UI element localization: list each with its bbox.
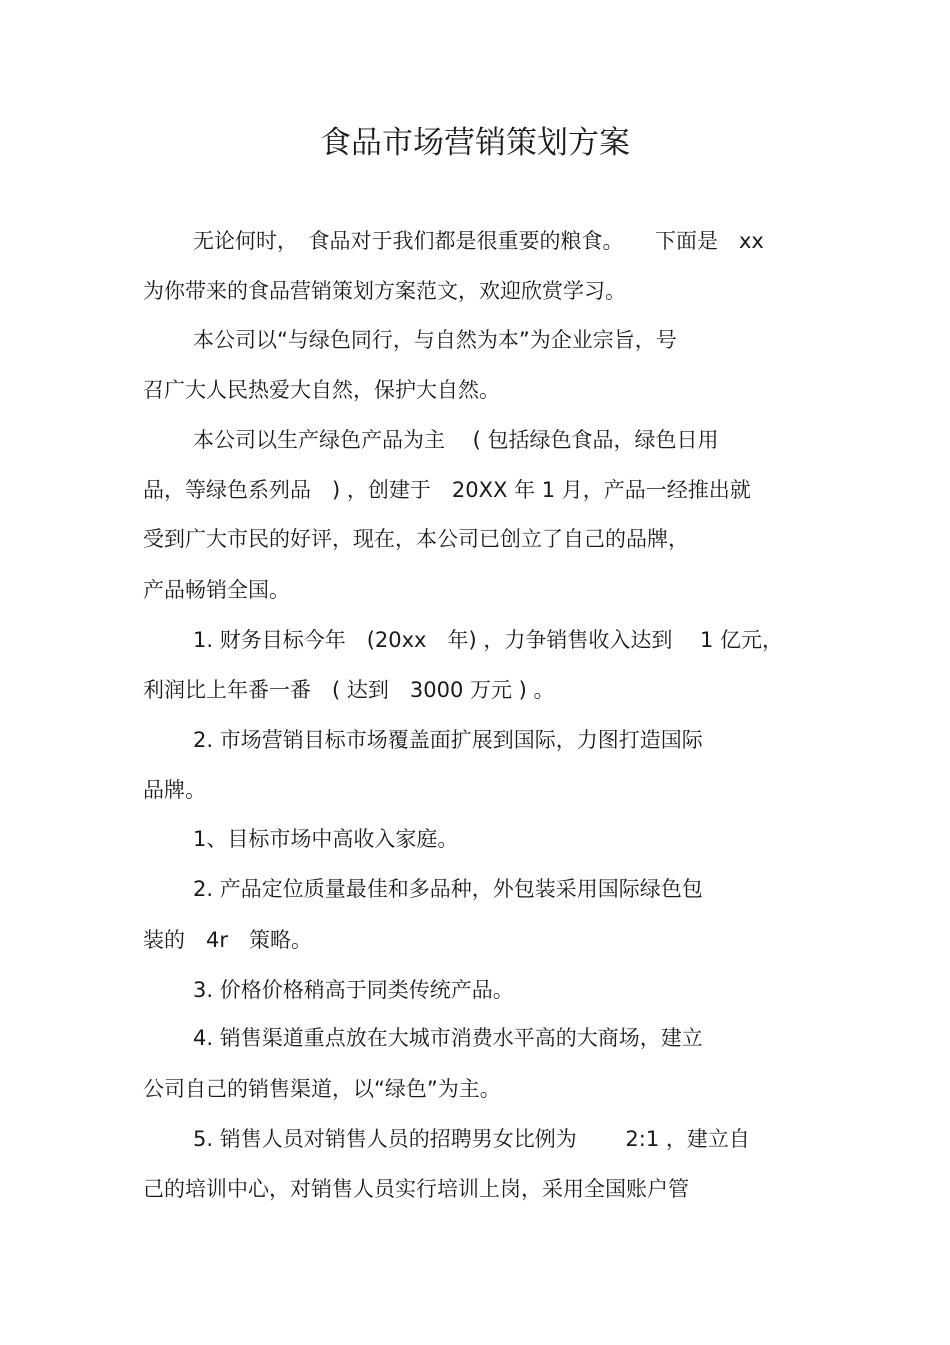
paragraph-line: 4. 销售渠道重点放在大城市消费水平高的大商场，建立 bbox=[193, 1026, 703, 1050]
paragraph-line: 装的 4r 策略。 bbox=[143, 928, 312, 952]
paragraph-line: 5. 销售人员对销售人员的招聘男女比例为 2:1 ，建立自 bbox=[193, 1127, 750, 1151]
paragraph-line: 本公司以“与绿色同行，与自然为本”为企业宗旨，号 bbox=[193, 328, 677, 352]
paragraph-line: 1、目标市场中高收入家庭。 bbox=[193, 827, 459, 851]
paragraph-line: 为你带来的食品营销策划方案范文，欢迎欣赏学习。 bbox=[143, 279, 626, 303]
paragraph-line: 2. 市场营销目标市场覆盖面扩展到国际，力图打造国际 bbox=[193, 728, 703, 752]
paragraph-line: 2. 产品定位质量最佳和多品种，外包装采用国际绿色包 bbox=[193, 877, 703, 901]
paragraph-line: 产品畅销全国。 bbox=[143, 578, 290, 602]
paragraph-line: 品，等绿色系列品 ) ，创建于 20XX 年 1 月，产品一经推出就 bbox=[143, 478, 751, 502]
paragraph-line: 召广大人民热爱大自然，保护大自然。 bbox=[143, 378, 500, 402]
document-title: 食品市场营销策划方案 bbox=[320, 125, 630, 161]
paragraph-line: 受到广大市民的好评，现在，本公司已创立了自己的品牌， bbox=[143, 527, 689, 551]
paragraph-line: 品牌。 bbox=[143, 778, 206, 802]
paragraph-line: 本公司以生产绿色产品为主 ( 包括绿色食品，绿色日用 bbox=[193, 428, 719, 452]
paragraph-line: 利润比上年番一番 ( 达到 3000 万元 ) 。 bbox=[143, 678, 555, 702]
paragraph-line: 无论何时， 食品对于我们都是很重要的粮食。 下面是 xx bbox=[193, 229, 764, 253]
paragraph-line: 3. 价格价格稍高于同类传统产品。 bbox=[193, 978, 514, 1002]
paragraph-line: 公司自己的销售渠道，以“绿色”为主。 bbox=[143, 1077, 501, 1101]
paragraph-line: 1. 财务目标今年 (20xx 年) ，力争销售收入达到 1 亿元， bbox=[193, 628, 784, 652]
paragraph-line: 己的培训中心，对销售人员实行培训上岗，采用全国账户管 bbox=[143, 1177, 689, 1201]
